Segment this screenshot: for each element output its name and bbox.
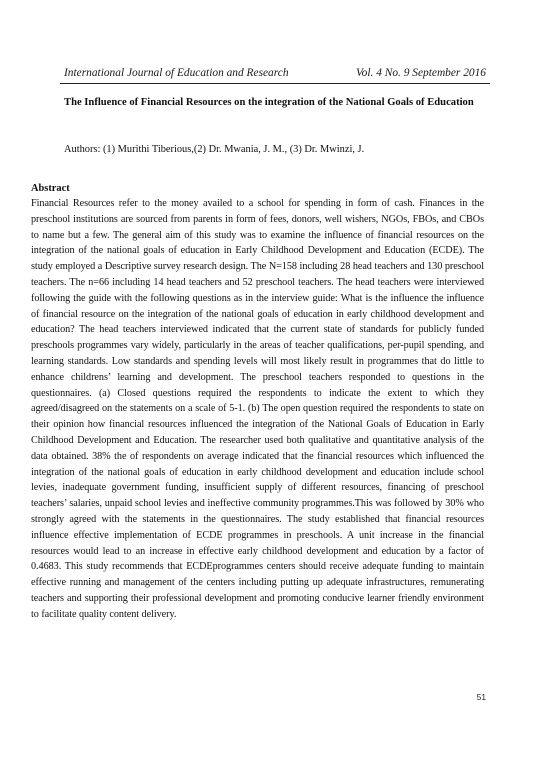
running-header — [64, 66, 486, 82]
paper-title: The Influence of Financial Resources on the integration of the National Goals of Education — [64, 97, 474, 108]
header-divider — [60, 83, 490, 84]
issue-info: Vol. 4 No. 9 September 2016 — [355, 67, 486, 79]
abstract-text: Financial Resources refer to the money availed to a school for spending in form of cash. Finances in the preschool institutions are sourced from parents in form of fees, donors, well wishers, NGOs, FBOs, and CBOs to name but a few. The general aim of this study was to examine the influence of financial resources on the integration of the national goals of education in Early Childhood Development and Education (ECDE). The study employed a Descriptive survey research design. The N=158 including 28 head teachers and 130 preschool teachers. The n=66 including 14 head teachers and 52 preschool teachers. The head teachers were interviewed following the guide with the following questions as in the interview guide: What is the influence the influence of financial resource on the integration of the national goals of education in early childhood development and education? The head teachers interviewed indicated that the current state of standards for publicly funded preschools programmes vary widely, particularly in the areas of teacher qualifications, per-pupil spending, and learning standards. Low standards and spending levels will most likely result in programmes that do little to enhance childrens’ learning and development. The preschool teachers responded to questions in the questionnaires. (a) Closed questions required the respondents to indicate the extent to which they agreed/disagreed on the statements on a scale of 5-1. (b) The open question required the respondents to state on their opinion how financial resources influenced the integration of the National Goals of Education in Early Childhood Development and Education. The researcher used both qualitative and quantitative analysis of the data obtained. 38% the of respondents on average indicated that the financial resources which influenced the integration of the national goals of education in early childhood development and education include school levies, inadequate government funding, insufficient supply of different resources, financing of preschool teachers’ salaries, unpaid school levies and ineffective community programmes.This was followed by 30% who strongly agreed with the statements in the questionnaires. The study established that financial resources influence effective implementation of ECDE programmes in preschools. A unit increase in the financial resources would lead to an increase in effective early childhood development and education by a factor of 0.4683. This study recommends that ECDEprogrammes centers should receive adequate funding to maintain effective running and management of the centers including putting up adequate infrastructures, remunerating teachers and supporting their professional development and promoting conducive learner friendly environment to facilitate quality content delivery. — [31, 198, 484, 620]
page-number: 51 — [476, 692, 486, 702]
author-list: Authors: (1) Murithi Tiberious,(2) Dr. Mwania, J. M., (3) Dr. Mwinzi, J. — [64, 144, 365, 155]
abstract-heading: Abstract — [31, 183, 70, 194]
journal-name: International Journal of Education and Research — [64, 67, 289, 79]
